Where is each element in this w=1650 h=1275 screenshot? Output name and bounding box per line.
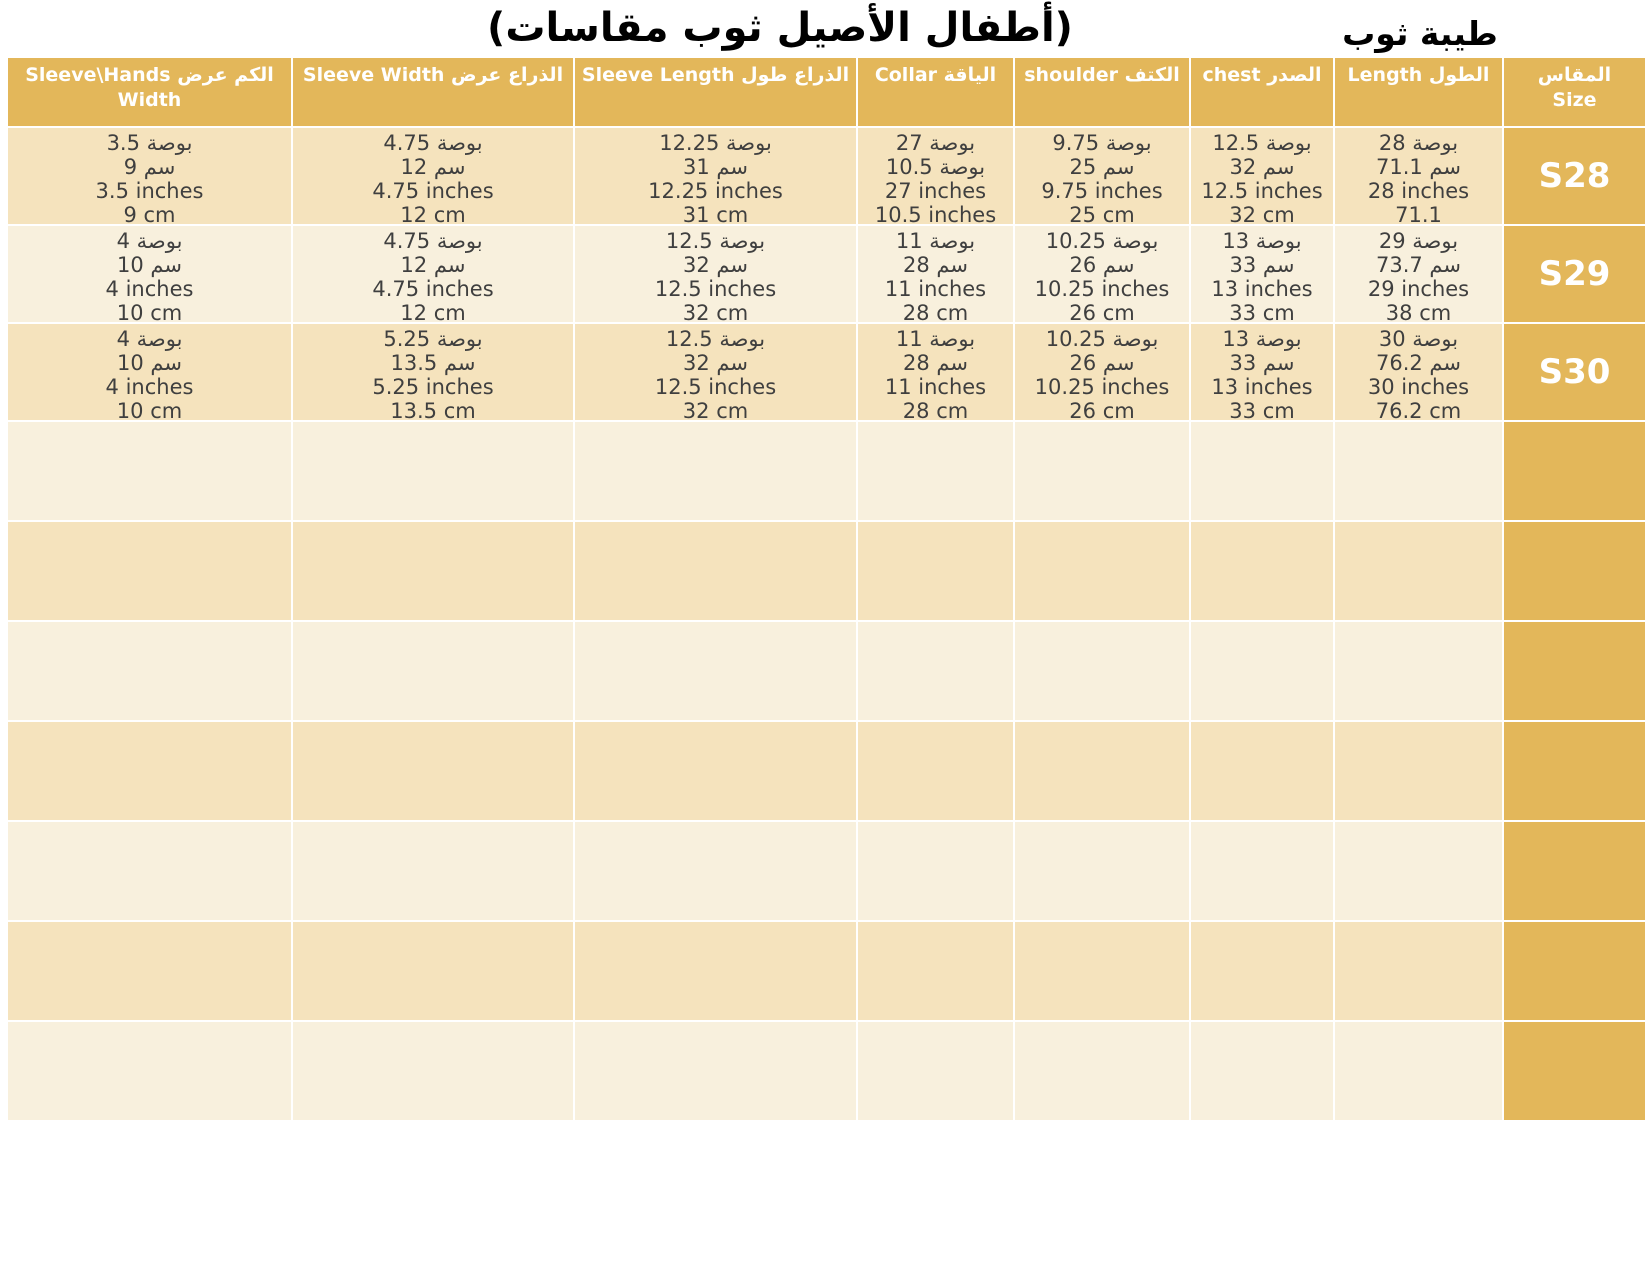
empty-cell xyxy=(575,622,856,720)
empty-cell xyxy=(1015,1022,1189,1120)
empty-cell xyxy=(1191,822,1333,920)
empty-cell xyxy=(1015,822,1189,920)
brand-logo: ثوب‎ طيبة xyxy=(1342,14,1498,53)
measurement-cell: 4 بوصة 10 سم 4 inches 10 cm xyxy=(8,226,291,322)
empty-cell xyxy=(8,622,291,720)
empty-cell xyxy=(858,622,1013,720)
measurement-cell: 12.5 بوصة 32 سم 12.5 inches 32 cm xyxy=(1191,128,1333,224)
empty-size-cell xyxy=(1504,522,1645,620)
measurement-cell: 10.25 بوصة 26 سم 10.25 inches 26 cm xyxy=(1015,324,1189,420)
empty-cell xyxy=(8,822,291,920)
size-badge: S30 xyxy=(1538,352,1611,392)
empty-cell xyxy=(8,1022,291,1120)
empty-cell xyxy=(575,722,856,820)
empty-cell xyxy=(293,1022,573,1120)
empty-cell xyxy=(293,622,573,720)
empty-size-cell xyxy=(1504,922,1645,1020)
empty-cell xyxy=(575,922,856,1020)
empty-cell xyxy=(8,722,291,820)
measurement-cell: 12.25 بوصة 31 سم 12.25 inches 31 cm xyxy=(575,128,856,224)
size-table xyxy=(8,58,1645,1120)
empty-cell xyxy=(8,522,291,620)
measurement-cell: 29 بوصة 73.7 سم 29 inches 38 cm xyxy=(1335,226,1502,322)
empty-cell xyxy=(858,922,1013,1020)
empty-cell xyxy=(858,722,1013,820)
empty-cell xyxy=(1335,522,1502,620)
measurement-cell: 4.75 بوصة 12 سم 4.75 inches 12 cm xyxy=(293,128,573,224)
empty-cell xyxy=(1335,422,1502,520)
empty-cell xyxy=(858,822,1013,920)
column-header-shoulder: shoulder الكتف xyxy=(1015,58,1189,126)
empty-cell xyxy=(1335,922,1502,1020)
measurement-cell: 13 بوصة 33 سم 13 inches 33 cm xyxy=(1191,226,1333,322)
column-header-chest: chest الصدر xyxy=(1191,58,1333,126)
measurement-cell: 27 بوصة 10.5 بوصة 27 inches 10.5 inches xyxy=(858,128,1013,224)
empty-cell xyxy=(293,722,573,820)
empty-cell xyxy=(575,522,856,620)
measurement-cell: 4.75 بوصة 12 سم 4.75 inches 12 cm xyxy=(293,226,573,322)
empty-cell xyxy=(858,522,1013,620)
empty-cell xyxy=(575,822,856,920)
empty-cell xyxy=(1015,922,1189,1020)
empty-size-cell xyxy=(1504,1022,1645,1120)
size-cell xyxy=(1504,226,1645,322)
measurement-cell: 12.5 بوصة 32 سم 12.5 inches 32 cm xyxy=(575,226,856,322)
empty-cell xyxy=(858,1022,1013,1120)
column-header-length: Length الطول xyxy=(1335,58,1502,126)
empty-cell xyxy=(1191,722,1333,820)
column-header-collar: Collar الياقة xyxy=(858,58,1013,126)
empty-cell xyxy=(1335,722,1502,820)
empty-size-cell xyxy=(1504,722,1645,820)
column-header-size: المقاس Size xyxy=(1504,58,1645,126)
empty-cell xyxy=(1335,1022,1502,1120)
measurement-cell: 10.25 بوصة 26 سم 10.25 inches 26 cm xyxy=(1015,226,1189,322)
empty-cell xyxy=(1191,922,1333,1020)
page-title: (مقاسات‎ ثوب‎ الأصيل‎ أطفال) xyxy=(487,5,1073,51)
measurement-cell: 30 بوصة 76.2 سم 30 inches 76.2 cm xyxy=(1335,324,1502,420)
empty-cell xyxy=(293,922,573,1020)
empty-cell xyxy=(1015,722,1189,820)
empty-cell xyxy=(1335,822,1502,920)
measurement-cell: 3.5 بوصة 9 سم 3.5 inches 9 cm xyxy=(8,128,291,224)
size-badge: S29 xyxy=(1538,254,1611,294)
size-badge: S28 xyxy=(1538,156,1611,196)
empty-cell xyxy=(1191,1022,1333,1120)
empty-size-cell xyxy=(1504,822,1645,920)
measurement-cell: 11 بوصة 28 سم 11 inches 28 cm xyxy=(858,226,1013,322)
empty-cell xyxy=(858,422,1013,520)
column-header-sleeve-length: Sleeve Length طول‎ الذراع xyxy=(575,58,856,126)
empty-size-cell xyxy=(1504,422,1645,520)
empty-cell xyxy=(1191,522,1333,620)
empty-cell xyxy=(1335,622,1502,720)
empty-cell xyxy=(8,422,291,520)
empty-cell xyxy=(1191,422,1333,520)
size-cell xyxy=(1504,324,1645,420)
empty-cell xyxy=(293,422,573,520)
measurement-cell: 9.75 بوصة 25 سم 9.75 inches 25 cm xyxy=(1015,128,1189,224)
empty-cell xyxy=(1015,522,1189,620)
empty-cell xyxy=(293,522,573,620)
measurement-cell: 5.25 بوصة 13.5 سم 5.25 inches 13.5 cm xyxy=(293,324,573,420)
measurement-cell: 28 بوصة 71.1 سم 28 inches 71.1 xyxy=(1335,128,1502,224)
measurement-cell: 13 بوصة 33 سم 13 inches 33 cm xyxy=(1191,324,1333,420)
column-header-sleeve-width: Sleeve Width عرض‎ الذراع xyxy=(293,58,573,126)
measurement-cell: 12.5 بوصة 32 سم 12.5 inches 32 cm xyxy=(575,324,856,420)
empty-size-cell xyxy=(1504,622,1645,720)
column-header-sleeve-hands-width: Sleeve\Hands عرض‎ الكم Width xyxy=(8,58,291,126)
size-cell xyxy=(1504,128,1645,224)
empty-cell xyxy=(293,822,573,920)
measurement-cell: 4 بوصة 10 سم 4 inches 10 cm xyxy=(8,324,291,420)
empty-cell xyxy=(1015,622,1189,720)
measurement-cell: 11 بوصة 28 سم 11 inches 28 cm xyxy=(858,324,1013,420)
empty-cell xyxy=(1015,422,1189,520)
empty-cell xyxy=(575,422,856,520)
empty-cell xyxy=(1191,622,1333,720)
empty-cell xyxy=(8,922,291,1020)
empty-cell xyxy=(575,1022,856,1120)
